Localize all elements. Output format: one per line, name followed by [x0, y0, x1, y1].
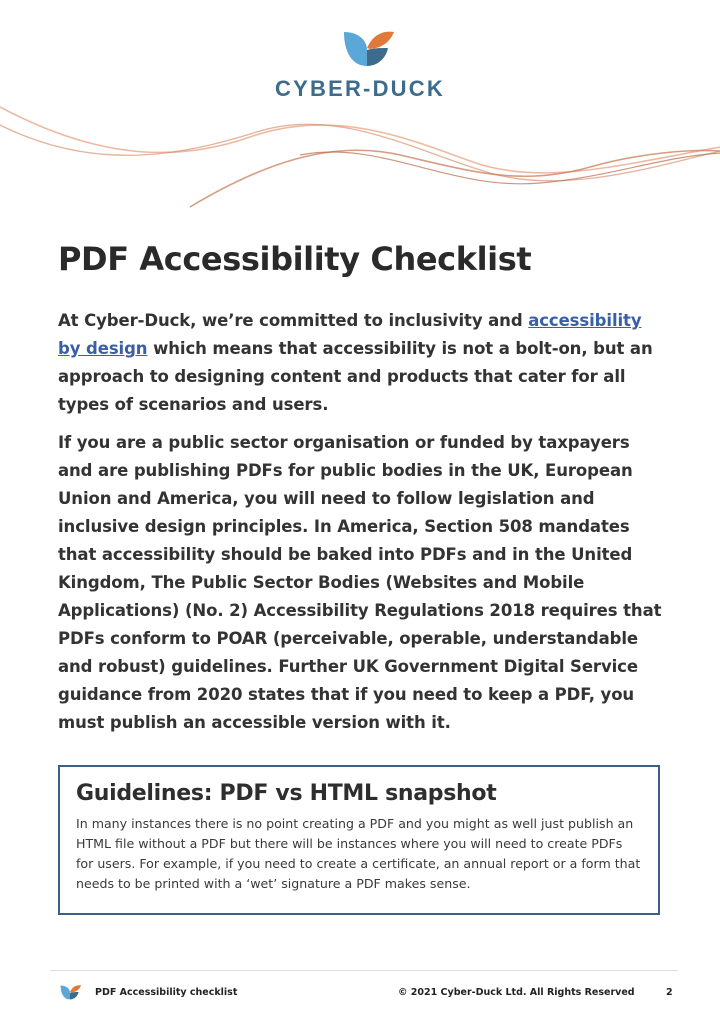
cyber-duck-logo-icon — [338, 26, 396, 70]
guidelines-heading: Guidelines: PDF vs HTML snapshot — [76, 781, 497, 806]
page-header — [0, 0, 720, 220]
intro-paragraph — [58, 307, 668, 419]
footer-copyright: © 2021 Cyber-Duck Ltd. All Rights Reserved — [398, 987, 635, 998]
accessibility-by-design-link[interactable]: accessibility by design — [58, 311, 642, 358]
page-title: PDF Accessibility Checklist — [58, 240, 532, 278]
footer-doc-title: PDF Accessibility checklist — [95, 987, 238, 998]
intro-text-after: which means that accessibility is not a bolt-on, but an approach to designing content and products that cater for all types of scenarios and users. — [58, 339, 653, 414]
guidelines-text: In many instances there is no point creating a PDF and you might as well just publish an HTML file without a PDF but there will be instances where you will need to create PDFs for users. For example, if you need to create a certificate, an annual report or a form that needs to be printed with a ‘wet’ signature a PDF makes sense. — [76, 816, 641, 891]
intro-text-before: At Cyber-Duck, we’re committed to inclusivity and — [58, 311, 529, 330]
footer-divider — [50, 970, 678, 971]
decorative-waves — [0, 95, 720, 225]
footer-logo-icon — [58, 983, 82, 1001]
legislation-paragraph: If you are a public sector organisation or funded by taxpayers and are publishing PDFs for public bodies in the UK, European Union and America, you will need to follow legislation and inclusive design principles. In America, Section 508 mandates that accessibility should be baked into PDFs and in the United Kingdom, The Public Sector Bodies (Websites and Mobile Applications) (No. 2) Accessibility Regulations 2018 requires that PDFs conform to POAR (perceivable, operable, understandable and robust) guidelines. Further UK Government Digital Service guidance from 2020 states that if you need to keep a PDF, you must publish an accessible version with it. — [58, 433, 662, 732]
guidelines-box — [58, 765, 660, 915]
page-number: 2 — [666, 987, 673, 998]
brand-name: CYBER-DUCK — [275, 76, 445, 101]
